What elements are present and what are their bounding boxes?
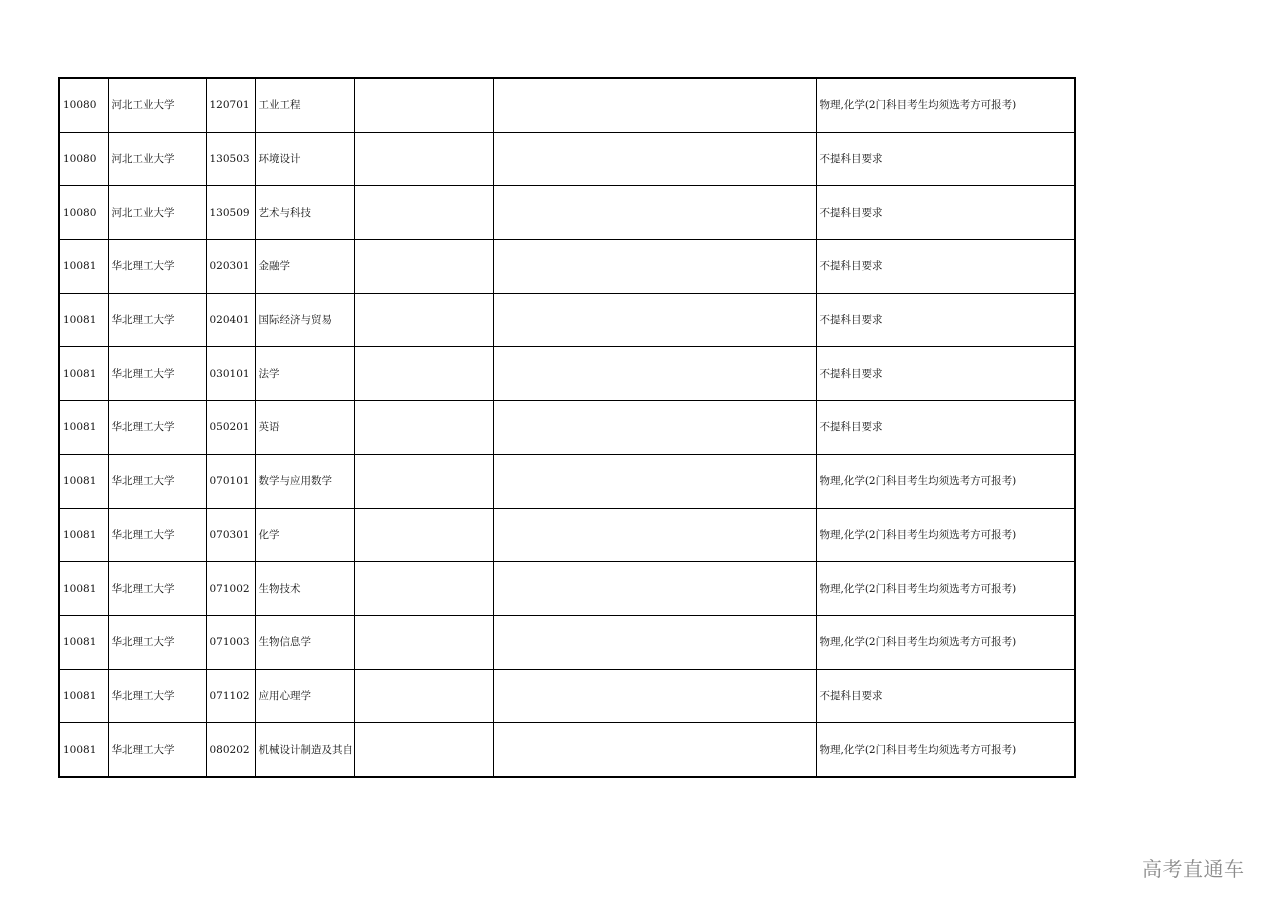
table-row xyxy=(59,669,1075,723)
blank-cell xyxy=(354,186,493,240)
blank-cell xyxy=(493,615,816,669)
blank-cell xyxy=(493,78,816,132)
school-name-cell: 华北理工大学 xyxy=(108,293,206,347)
major-name-cell: 环境设计 xyxy=(255,132,354,186)
table-row xyxy=(59,186,1075,240)
subject-requirement-cell: 物理,化学(2门科目考生均须选考方可报考) xyxy=(816,723,1075,777)
school-code-cell: 10081 xyxy=(59,508,108,562)
school-code-cell: 10080 xyxy=(59,132,108,186)
major-code-cell: 071003 xyxy=(206,615,255,669)
table-row xyxy=(59,78,1075,132)
school-code-cell: 10081 xyxy=(59,562,108,616)
major-code-cell: 020301 xyxy=(206,240,255,294)
subject-requirement-cell: 不提科目要求 xyxy=(816,293,1075,347)
subject-requirement-cell: 不提科目要求 xyxy=(816,347,1075,401)
subject-requirement-cell: 不提科目要求 xyxy=(816,401,1075,455)
blank-cell xyxy=(493,293,816,347)
school-name-cell: 华北理工大学 xyxy=(108,723,206,777)
school-code-cell: 10081 xyxy=(59,454,108,508)
major-code-cell: 070301 xyxy=(206,508,255,562)
major-code-cell: 050201 xyxy=(206,401,255,455)
major-name-cell: 金融学 xyxy=(255,240,354,294)
table-body xyxy=(59,78,1075,777)
major-name-cell: 生物信息学 xyxy=(255,615,354,669)
school-code-cell: 10081 xyxy=(59,240,108,294)
table-row xyxy=(59,240,1075,294)
school-name-cell: 河北工业大学 xyxy=(108,78,206,132)
subject-requirement-cell: 物理,化学(2门科目考生均须选考方可报考) xyxy=(816,508,1075,562)
school-name-cell: 华北理工大学 xyxy=(108,454,206,508)
blank-cell xyxy=(493,347,816,401)
table-row xyxy=(59,293,1075,347)
school-name-cell: 华北理工大学 xyxy=(108,508,206,562)
major-code-cell: 130503 xyxy=(206,132,255,186)
school-code-cell: 10080 xyxy=(59,186,108,240)
subject-requirement-cell: 不提科目要求 xyxy=(816,669,1075,723)
major-code-cell: 130509 xyxy=(206,186,255,240)
blank-cell xyxy=(493,508,816,562)
blank-cell xyxy=(493,723,816,777)
blank-cell xyxy=(493,240,816,294)
major-name-cell: 英语 xyxy=(255,401,354,455)
major-name-cell: 数学与应用数学 xyxy=(255,454,354,508)
subject-requirement-cell: 不提科目要求 xyxy=(816,186,1075,240)
subject-requirements-table xyxy=(58,77,1076,778)
blank-cell xyxy=(354,508,493,562)
blank-cell xyxy=(493,186,816,240)
table-row xyxy=(59,132,1075,186)
blank-cell xyxy=(354,347,493,401)
school-code-cell: 10080 xyxy=(59,78,108,132)
major-name-cell: 法学 xyxy=(255,347,354,401)
major-name-cell: 艺术与科技 xyxy=(255,186,354,240)
school-name-cell: 华北理工大学 xyxy=(108,347,206,401)
major-code-cell: 020401 xyxy=(206,293,255,347)
major-name-cell: 工业工程 xyxy=(255,78,354,132)
blank-cell xyxy=(493,562,816,616)
subject-requirement-cell: 物理,化学(2门科目考生均须选考方可报考) xyxy=(816,78,1075,132)
major-code-cell: 080202 xyxy=(206,723,255,777)
major-name-cell: 应用心理学 xyxy=(255,669,354,723)
blank-cell xyxy=(493,401,816,455)
table-row xyxy=(59,508,1075,562)
school-name-cell: 华北理工大学 xyxy=(108,562,206,616)
blank-cell xyxy=(493,132,816,186)
school-name-cell: 华北理工大学 xyxy=(108,240,206,294)
blank-cell xyxy=(354,562,493,616)
blank-cell xyxy=(354,240,493,294)
school-name-cell: 河北工业大学 xyxy=(108,132,206,186)
school-code-cell: 10081 xyxy=(59,615,108,669)
major-code-cell: 120701 xyxy=(206,78,255,132)
subject-requirement-cell: 不提科目要求 xyxy=(816,132,1075,186)
school-code-cell: 10081 xyxy=(59,293,108,347)
subject-requirement-cell: 物理,化学(2门科目考生均须选考方可报考) xyxy=(816,562,1075,616)
blank-cell xyxy=(354,669,493,723)
blank-cell xyxy=(493,669,816,723)
table-row xyxy=(59,615,1075,669)
blank-cell xyxy=(354,132,493,186)
major-code-cell: 071102 xyxy=(206,669,255,723)
school-name-cell: 河北工业大学 xyxy=(108,186,206,240)
subject-requirement-cell: 不提科目要求 xyxy=(816,240,1075,294)
blank-cell xyxy=(354,78,493,132)
table-row xyxy=(59,401,1075,455)
blank-cell xyxy=(354,723,493,777)
table-row xyxy=(59,562,1075,616)
major-name-cell: 机械设计制造及其自 xyxy=(255,723,354,777)
table-row xyxy=(59,347,1075,401)
table-row xyxy=(59,454,1075,508)
blank-cell xyxy=(354,401,493,455)
subject-requirement-cell: 物理,化学(2门科目考生均须选考方可报考) xyxy=(816,615,1075,669)
school-code-cell: 10081 xyxy=(59,347,108,401)
blank-cell xyxy=(354,454,493,508)
school-code-cell: 10081 xyxy=(59,669,108,723)
blank-cell xyxy=(354,615,493,669)
blank-cell xyxy=(354,293,493,347)
major-code-cell: 030101 xyxy=(206,347,255,401)
major-name-cell: 生物技术 xyxy=(255,562,354,616)
school-code-cell: 10081 xyxy=(59,723,108,777)
table-row xyxy=(59,723,1075,777)
major-code-cell: 071002 xyxy=(206,562,255,616)
school-name-cell: 华北理工大学 xyxy=(108,401,206,455)
blank-cell xyxy=(493,454,816,508)
school-name-cell: 华北理工大学 xyxy=(108,669,206,723)
school-name-cell: 华北理工大学 xyxy=(108,615,206,669)
subject-requirement-cell: 物理,化学(2门科目考生均须选考方可报考) xyxy=(816,454,1075,508)
major-name-cell: 国际经济与贸易 xyxy=(255,293,354,347)
major-name-cell: 化学 xyxy=(255,508,354,562)
watermark-text: 高考直通车 xyxy=(1142,857,1245,881)
major-code-cell: 070101 xyxy=(206,454,255,508)
school-code-cell: 10081 xyxy=(59,401,108,455)
